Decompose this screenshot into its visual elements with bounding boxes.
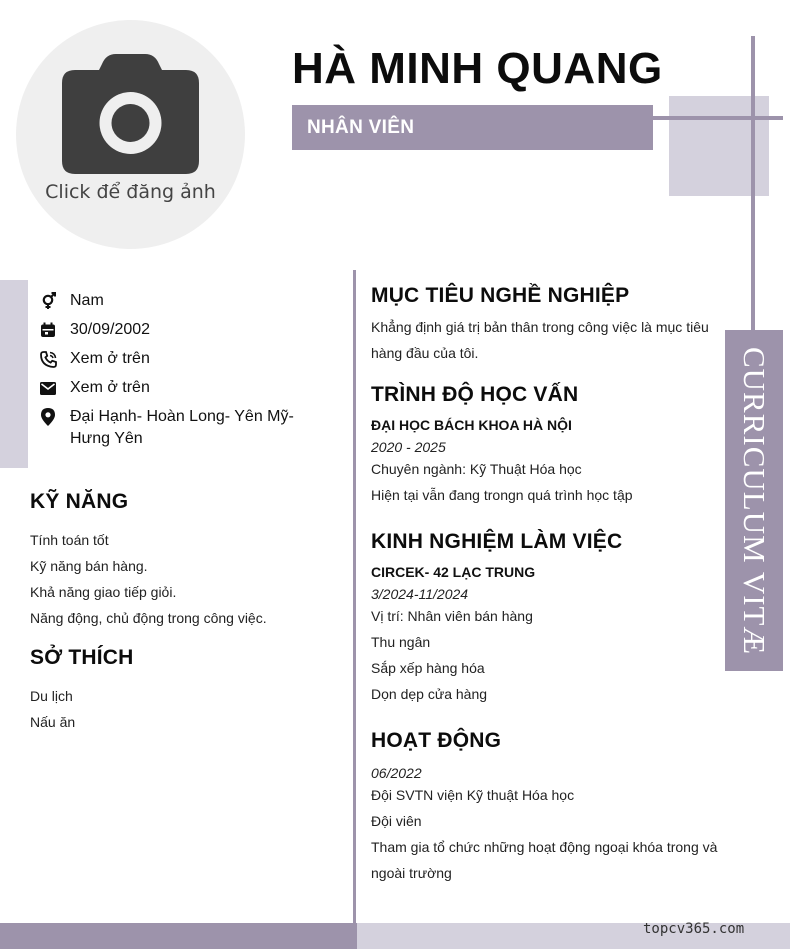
banner-text: CURRICULUM VITÆ	[737, 346, 772, 655]
experience-heading: KINH NGHIỆM LÀM VIỆC	[371, 530, 623, 553]
contact-text: Nam	[70, 292, 104, 309]
job-title: NHÂN VIÊN	[307, 117, 415, 138]
list-item: Nấu ăn	[30, 714, 76, 730]
decorative-horizontal-line	[653, 116, 783, 120]
experience-section	[371, 530, 723, 707]
phone-icon	[38, 348, 58, 370]
activities-line: Đội SVTN viện Kỹ thuật Hóa học	[371, 787, 575, 803]
footer-bar-left	[0, 923, 357, 949]
column-divider	[353, 270, 356, 923]
activities-heading: HOẠT ĐỘNG	[371, 729, 502, 752]
school-name: ĐẠI HỌC BÁCH KHOA HÀ NỘI	[371, 417, 572, 433]
contact-text: Đại Hạnh- Hoàn Long- Yên Mỹ- Hưng Yên	[70, 408, 294, 447]
education-heading: TRÌNH ĐỘ HỌC VẤN	[371, 383, 579, 406]
job-title-bar	[292, 105, 653, 150]
footer-brand: topcv365.com	[643, 921, 745, 937]
experience-line: Thu ngân	[371, 634, 431, 650]
experience-line: Dọn dẹp cửa hàng	[371, 686, 488, 702]
calendar-icon	[38, 319, 58, 341]
list-item: Tính toán tốt	[30, 532, 109, 548]
camera-icon	[62, 54, 199, 174]
activities-line: Đội viên	[371, 813, 422, 829]
activities-period: 06/2022	[371, 765, 422, 781]
gender-icon	[38, 290, 58, 312]
experience-line: Vị trí: Nhân viên bán hàng	[371, 608, 533, 624]
hobbies-section	[30, 646, 340, 735]
education-line: Chuyên ngành: Kỹ Thuật Hóa học	[371, 461, 582, 477]
decorative-left-strip	[0, 280, 28, 468]
contact-address	[38, 406, 338, 450]
company-name: CIRCEK- 42 LẠC TRUNG	[371, 564, 536, 580]
contact-birthday	[38, 319, 338, 341]
experience-period: 3/2024-11/2024	[371, 586, 469, 602]
contact-text: Xem ở trên	[70, 350, 150, 367]
list-item: Du lịch	[30, 688, 73, 704]
activities-line: Tham gia tổ chức những hoạt động ngoại khóa trong và ngoài trường	[371, 839, 718, 881]
list-item: Kỹ năng bán hàng.	[30, 558, 148, 574]
envelope-icon	[38, 377, 58, 399]
education-period: 2020 - 2025	[371, 439, 446, 455]
activities-section	[371, 729, 723, 886]
location-pin-icon	[38, 406, 58, 428]
photo-caption: Click để đăng ảnh	[45, 181, 216, 203]
skills-heading: KỸ NĂNG	[30, 490, 129, 513]
list-item: Năng động, chủ động trong công việc.	[30, 610, 267, 626]
hobbies-heading: SỞ THÍCH	[30, 646, 134, 669]
contact-email	[38, 377, 338, 399]
candidate-name: HÀ MINH QUANG	[292, 44, 663, 93]
objective-heading: MỤC TIÊU NGHỀ NGHIỆP	[371, 284, 630, 307]
experience-line: Sắp xếp hàng hóa	[371, 660, 485, 676]
contact-text: Xem ở trên	[70, 379, 150, 396]
decorative-vertical-line	[751, 36, 755, 336]
list-item: Khả năng giao tiếp giỏi.	[30, 584, 177, 600]
contact-info	[38, 290, 338, 457]
skills-section	[30, 490, 340, 631]
contact-gender	[38, 290, 338, 312]
education-line: Hiện tại vẫn đang trongn quá trình học tập	[371, 487, 633, 503]
education-section	[371, 383, 723, 508]
curriculum-vitae-banner	[725, 330, 783, 671]
objective-text: Khẳng định giá trị bản thân trong công việc là mục tiêu hàng đầu của tôi.	[371, 319, 709, 361]
photo-upload[interactable]	[16, 20, 245, 249]
contact-phone	[38, 348, 338, 370]
objective-section	[371, 284, 723, 366]
contact-text: 30/09/2002	[70, 321, 151, 338]
